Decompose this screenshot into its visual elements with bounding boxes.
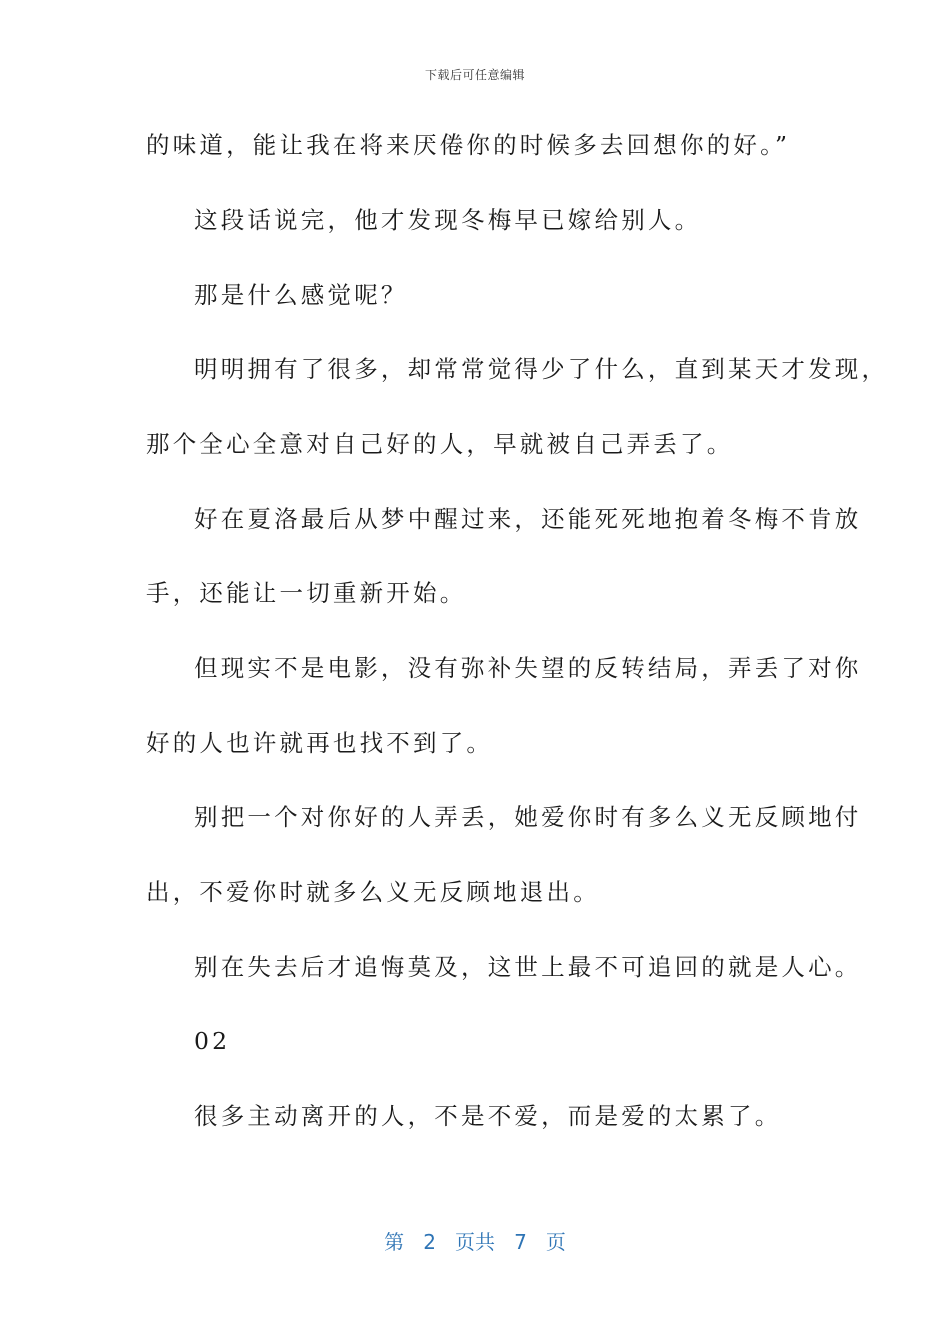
body-line-7: 手，还能让一切重新开始。 [146,579,467,607]
body-line-11: 出，不爱你时就多么义无反顾地退出。 [146,878,600,906]
footer-current-page: 2 [423,1230,436,1254]
body-line-8: 但现实不是电影，没有弥补失望的反转结局，弄丢了对你 [194,654,862,682]
body-line-2: 这段话说完，他才发现冬梅早已嫁给别人。 [194,206,702,234]
body-line-9: 好的人也许就再也找不到了。 [146,729,494,757]
footer-prefix: 第 [384,1230,405,1254]
page-header: 下载后可任意编辑 [424,68,525,82]
body-line-10: 别把一个对你好的人弄丢，她爱你时有多么义无反顾地付 [194,803,862,831]
body-line-4: 明明拥有了很多，却常常觉得少了什么，直到某天才发现， [194,355,889,383]
section-number: 02 [194,1027,231,1055]
body-line-3: 那是什么感觉呢？ [194,281,408,309]
footer-total-pages: 7 [514,1230,527,1254]
page-footer [0,1226,950,1255]
body-line-12: 别在失去后才追悔莫及，这世上最不可追回的就是人心。 [194,953,862,981]
body-line-5: 那个全心全意对自己好的人，早就被自己弄丢了。 [146,430,734,458]
footer-suffix: 页 [545,1230,566,1254]
body-line-1: 的味道，能让我在将来厌倦你的时候多去回想你的好。” [146,131,791,159]
footer-mid: 页共 [455,1230,495,1254]
body-line-6: 好在夏洛最后从梦中醒过来，还能死死地抱着冬梅不肯放 [194,505,862,533]
body-line-13: 很多主动离开的人，不是不爱，而是爱的太累了。 [194,1102,782,1130]
